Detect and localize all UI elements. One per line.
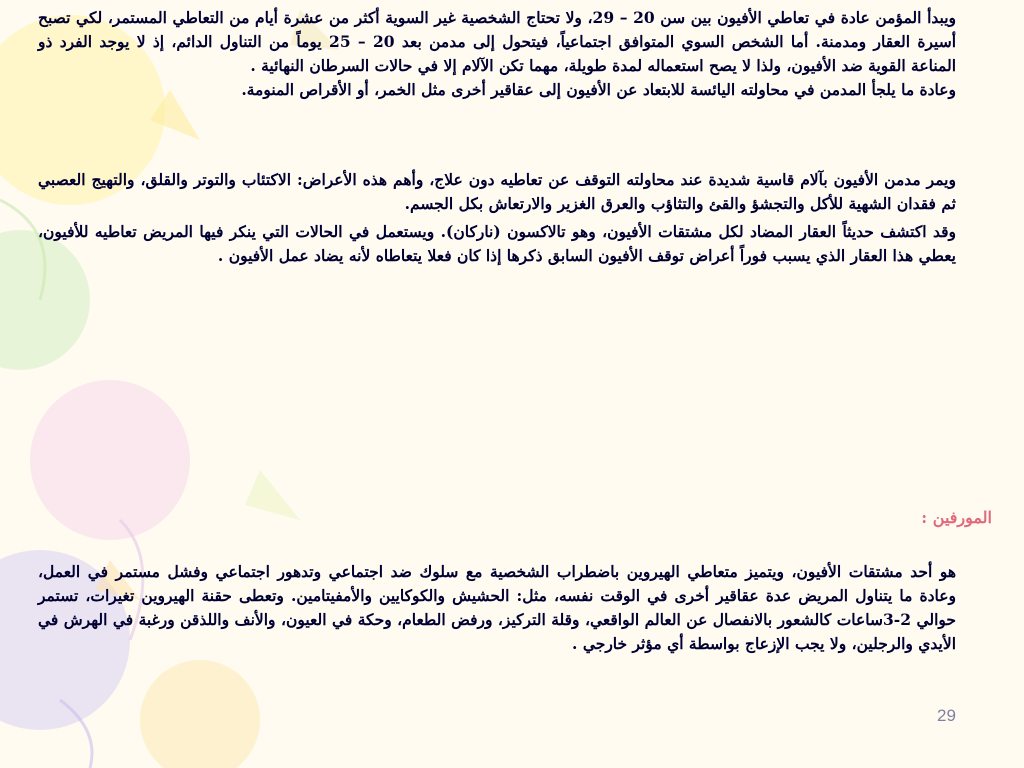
paragraph-1: ويبدأ المؤمن عادة في تعاطي الأفيون بين سن 20 – 29، ولا تحتاج الشخصية غير السوية أكثر من عشرة أيام من التعاطي المستمر، لكي تصبح أسيرة العقار ومدمنة. أما الشخص السوي المتوافق اجتماعياً، فيتحول إلى مدمن بعد 20 – 25 يوماً من التناول الدائم، إذ لا يوجد الفرد ذو المناعة القوية ضد الأفيون، ولذا لا يصح استعماله لمدة طويلة، مهما تكن الآلام إلا في حالات السرطان النهائية . (38, 8, 956, 75)
morphine-section (38, 560, 956, 656)
paragraph-4: وقد اكتشف حديثاً العقار المضاد لكل مشتقات الأفيون، وهو تالاكسون (ناركان). ويستعمل في الحالات التي ينكر فيها المريض تعاطيه للأفيون، يعطي هذا العقار الذي يسبب فوراً أعراض توقف الأفيون السابق ذكرها إذا كان فعلا يتعاطاه لأنه يضاد عمل الأفيون . (38, 222, 956, 265)
paragraph-3: ويمر مدمن الأفيون بآلام قاسية شديدة عند محاولته التوقف عن تعاطيه دون علاج، وأهم هذه الأعراض: الاكتئاب والتوتر والقلق، والتهيج العصبي ثم فقدان الشهية للأكل والتجشؤ والقئ والتثاؤب والعرق الغزير والارتعاش بكل الجسم. (38, 170, 956, 213)
paragraph-2: وعادة ما يلجأ المدمن في محاولته اليائسة للابتعاد عن الأفيون إلى عقاقير أخرى مثل الخمر، أو الأقراص المنومة. (241, 80, 956, 99)
morphine-heading: المورفين : (921, 508, 992, 527)
slide-body (38, 6, 956, 268)
page-number: 29 (937, 706, 956, 725)
morphine-paragraph: هو أحد مشتقات الأفيون، ويتميز متعاطي الهيروين باضطراب الشخصية مع سلوك ضد اجتماعي وتدهور اجتماعي وفشل مستمر في العمل، وعادة ما يتناول المريض عدة عقاقير أخرى في الوقت نفسه، مثل: الحشيش والكوكايين والأمفيتامين. وتعطى حقنة الهيروين تغيرات، تستمر حوالي 2-3ساعات كالشعور بالانفصال عن العالم الواقعي، وقلة التركيز، ورفض الطعام، وحكة في العيون، والأنف واللذقن ورغبة في الهرش في الأيدي والرجلين، ولا يجب الإزعاج بواسطة أي مؤثر خارجي . (38, 562, 956, 653)
